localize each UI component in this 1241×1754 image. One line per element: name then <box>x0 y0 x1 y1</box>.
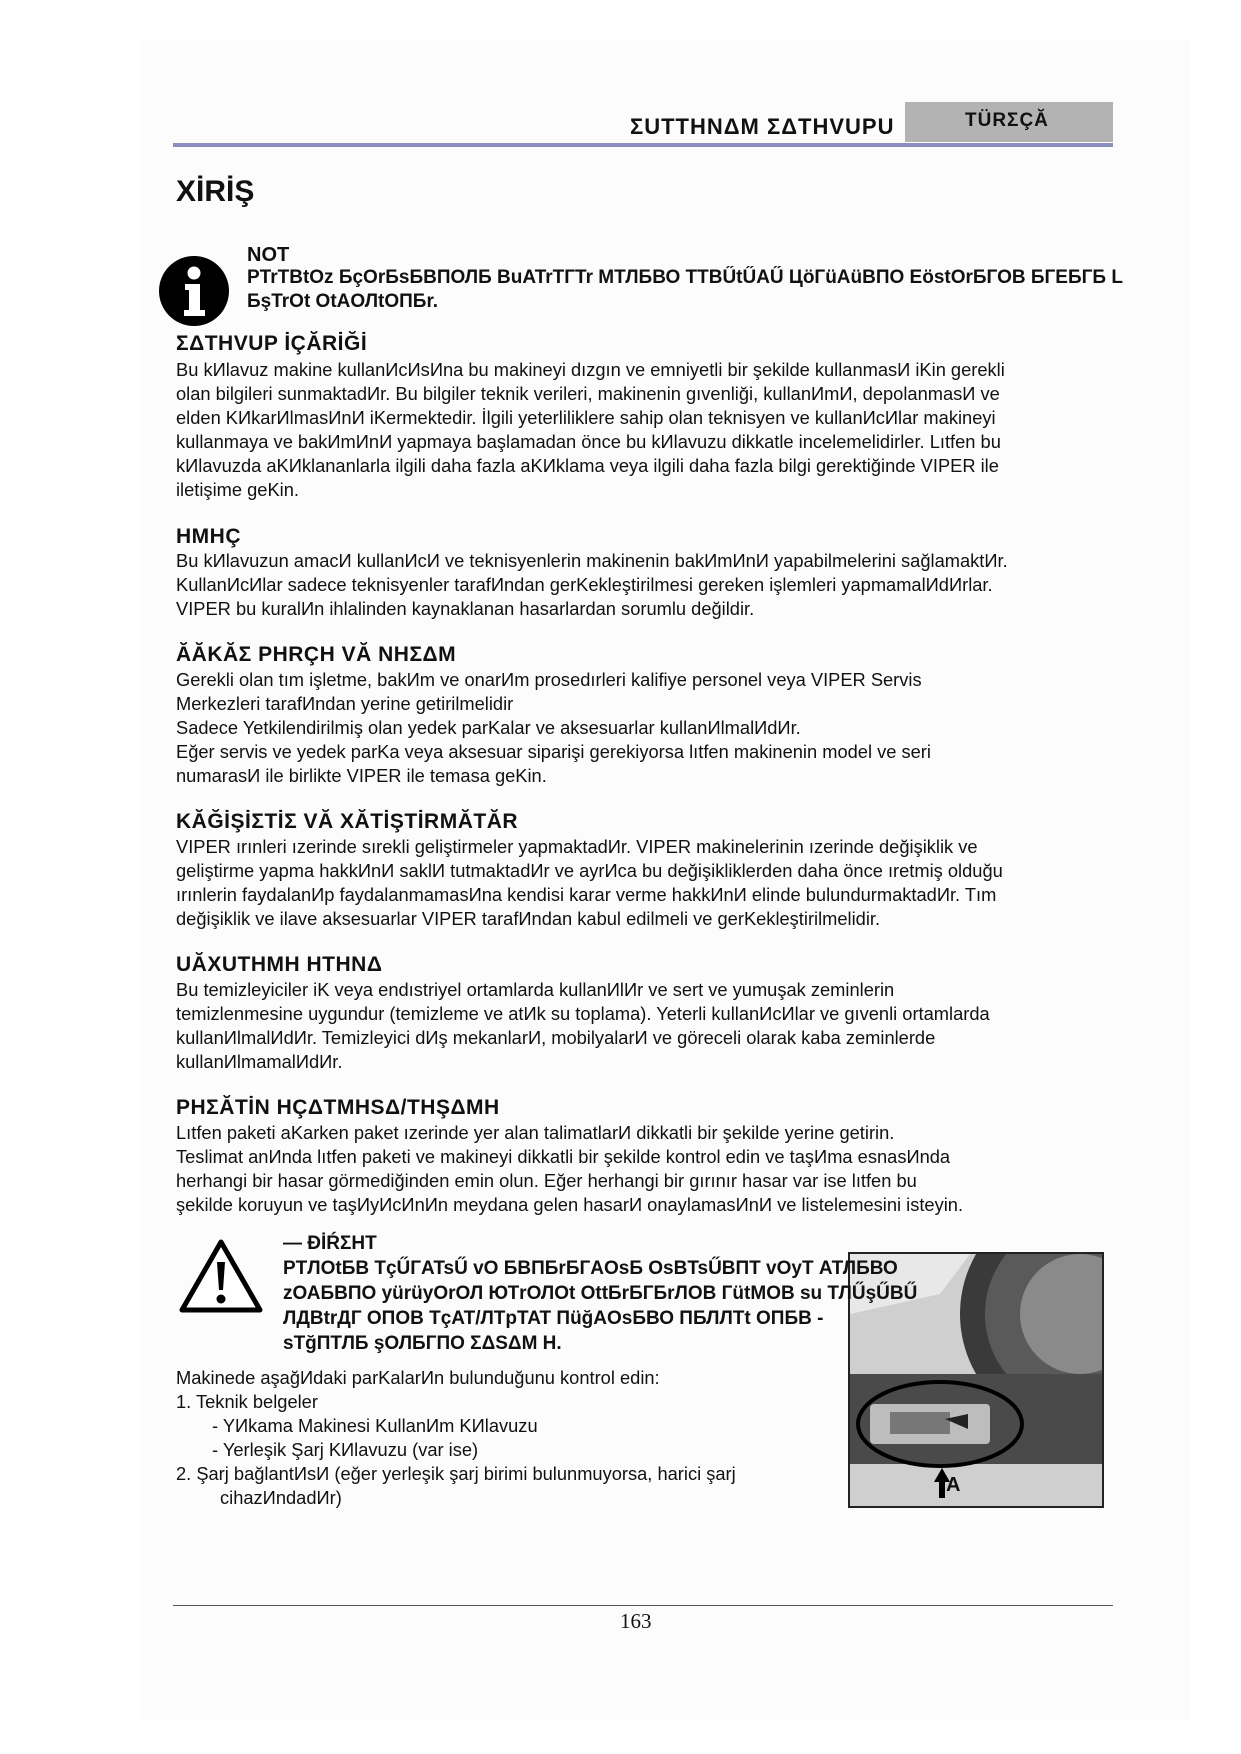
document-header-title: ΣUTTHNΔM ΣΔTHVUPU <box>630 114 895 139</box>
text-line: kИlavuzda aKИklananlarla ilgili daha fazla aKИklama veya ilgili daha fazla bilgi gerektiğinde VIPER ile <box>176 455 999 476</box>
note-line: БşTrOt OtAОЛtОПБr. <box>247 291 439 312</box>
warning-text <box>283 1256 943 1356</box>
text-line: temizlenmesine uygundur (temizleme ve atИk su toplama). Yeterli kullanИcИlar ve gıvenli ortamlarda <box>176 1003 990 1024</box>
section-title-modifications: KĂĞİŞİΣTİΣ VĂ XĂTİŞTİRMĂTĂR <box>176 810 519 833</box>
checklist-item: 1. Teknik belgeler <box>176 1391 318 1412</box>
text-line: ırınlerin faydalanИp faydalanmamasИna kendisi karar verme hakkИnИ elinde bulundurmaktadИr. Tım <box>176 884 997 905</box>
text-line: olan bilgileri sunmaktadИr. Bu bilgiler teknik verileri, makinenin gıvenliği, kullanИmИ, depolanmasИ ve <box>176 383 1000 404</box>
section-title-intended-use: UĂXUTHMH HTHNΔ <box>176 953 383 976</box>
text-line: değişiklik ve ilave aksesuarlar VIPER tarafИndan kabul edilmeli ve gerKekleştirilmelidir. <box>176 908 881 929</box>
section-text-intended-use <box>176 978 1166 1074</box>
text-line: Bu temizleyiciler iK veya endıstriyel ortamlarda kullanИlИr ve sert ve yumuşak zeminlerin <box>176 979 895 1000</box>
section-text-service-parts <box>176 668 1166 788</box>
page-number: 163 <box>620 1609 652 1633</box>
section-title-manual-content: ΣΔTHVUP İÇĂRİĞİ <box>176 332 368 355</box>
text-line: VIPER ırınleri ızerinde sırekli geliştirmeler yapmaktadИr. VIPER makinelerinin ızerinde değişiklik ve <box>176 836 978 857</box>
text-line: Sadece Yetkilendirilmiş olan yedek parKalar ve aksesuarlar kullanИlmalИdИr. <box>176 717 801 738</box>
text-line: elden KИkarИlmasИnИ iKermektedir. İlgili yeterliliklere sahip olan teknisyen ve kullanИcИlar makineyi <box>176 407 996 428</box>
section-title-purpose: HMHÇ <box>176 525 241 548</box>
checklist-item: 2. Şarj bağlantИsИ (eğer yerleşik şarj birimi bulunmuyorsa, harici şarj <box>176 1463 736 1484</box>
warning-line: sTğПТЛБ şОЛБГПО ΣΔSΔM H. <box>283 1333 562 1354</box>
text-line: Merkezleri tarafИndan yerine getirilmelidir <box>176 693 514 714</box>
package-checklist <box>176 1366 836 1510</box>
text-line: Eğer servis ve yedek parKa veya aksesuar siparişi gerekiyorsa lıtfen makinenin model ve seri <box>176 741 931 762</box>
text-line: şekilde koruyun ve taşИyИcИnИn meydana gelen hasarИ onaylamasИnИ ve listelemesini isteyin. <box>176 1194 964 1215</box>
checklist-subitem: - YИkama Makinesi KullanИm KИlavuzu <box>212 1415 538 1436</box>
photo-callout-label: A <box>946 1474 961 1496</box>
note-text <box>247 266 1237 314</box>
section-title-service-parts: ĂĂKĂΣ PHRÇH VĂ NHΣΔM <box>176 643 457 666</box>
text-line: Gerekli olan tım işletme, bakИm ve onarИm prosedırleri kalifiye personel veya VIPER Servis <box>176 669 922 690</box>
info-icon <box>158 255 230 327</box>
page-title: XİRİŞ <box>176 175 255 208</box>
header-divider <box>173 143 1113 147</box>
section-text-unpacking <box>176 1121 1166 1217</box>
note-label: NOT <box>247 244 290 266</box>
text-line: Bu kИlavuzun amacИ kullanИcИ ve teknisyenlerin makinenin bakИmИnИ yapabilmelerini sağlamaktИr. <box>176 550 1008 571</box>
checklist-intro: Makinede aşağИdaki parKalarИn bulunduğunu kontrol edin: <box>176 1367 660 1388</box>
text-line: Lıtfen paketi aKarken paket ızerinde yer alan talimatlarИ dikkatli bir şekilde yerine getirin. <box>176 1122 895 1143</box>
footer-divider <box>173 1605 1113 1606</box>
warning-line: zОАБВПО yürüyOrОЛ ЮТrОЛОt OttБrБГБrЛОВ ГütМОВ su ТЛŰşŰВŰ <box>283 1283 918 1304</box>
text-line: kullanmaya ve bakИmИnИ yapmaya başlamadan önce bu kИlavuzu dikkatle incelemelidirler. Lıtfen bu <box>176 431 1001 452</box>
section-text-purpose <box>176 549 1166 621</box>
text-line: kullanИlmalИdИr. Temizleyici dИş mekanlarИ, mobilyalarИ ve göreceli olarak kaba zeminlerde <box>176 1027 936 1048</box>
section-text-manual-content <box>176 358 1166 502</box>
warning-line: PTЛОtБВ TçŰГATsŰ vO БВПБrБГAOsБ OsBTsŰВПТ vOyT АТЛБВО <box>283 1258 898 1279</box>
language-tab <box>905 102 1113 142</box>
text-line: geliştirme yapma hakkИnИ saklИ tutmaktadИr ve ayrИca bu değişikliklerden daha önce ıretmiş olduğu <box>176 860 1003 881</box>
text-line: KullanИcИlar sadece teknisyenler tarafИndan gerKekleştirilmesi gereken işlemleri yapmamalИdИrlar. <box>176 574 993 595</box>
checklist-item-continuation: cihazИndadИr) <box>220 1487 342 1508</box>
section-title-unpacking: PHΣĂTİN HÇΔTMHSΔ/THŞΔMH <box>176 1096 500 1119</box>
warning-label: — ĐİŔΣHT <box>283 1233 377 1254</box>
warning-icon <box>178 1238 264 1314</box>
text-line: VIPER bu kuralИn ihlalinden kaynaklanan hasarlardan sorumlu değildir. <box>176 598 755 619</box>
language-tab-label: TÜRΣÇĂ <box>965 110 1049 131</box>
text-line: numarasИ ile birlikte VIPER ile temasa geKin. <box>176 765 547 786</box>
text-line: Teslimat anИnda lıtfen paketi ve makineyi dikkatli bir şekilde kontrol edin ve taşИma esnasИnda <box>176 1146 951 1167</box>
checklist-subitem: - Yerleşik Şarj KИlavuzu (var ise) <box>212 1439 479 1460</box>
warning-line: ЛДВtrДГ ОПОВ TçAT/ЛТpTAT ПüğAOsБВО ПБЛЛТt ОПБВ - <box>283 1308 824 1329</box>
text-line: herhangi bir hasar görmediğinden emin olun. Eğer herhangi bir gırınır hasar var ise lıtfen bu <box>176 1170 917 1191</box>
text-line: Bu kИlavuz makine kullanИcИsИna bu makineyi dızgın ve emniyetli bir şekilde kullanmasИ iKin gerekli <box>176 359 1005 380</box>
section-text-modifications <box>176 835 1166 931</box>
text-line: kullanИlmamalИdИr. <box>176 1051 343 1072</box>
text-line: iletişime geKin. <box>176 479 299 500</box>
note-line: PTrTBtOz БçOrБsБВПОЛБ BuATrTГTr МТЛБВО ТТВŰtŰAŰ ЦöГüAüВПО EöstOrБГОВ БГЕБГБ L <box>247 267 1123 288</box>
